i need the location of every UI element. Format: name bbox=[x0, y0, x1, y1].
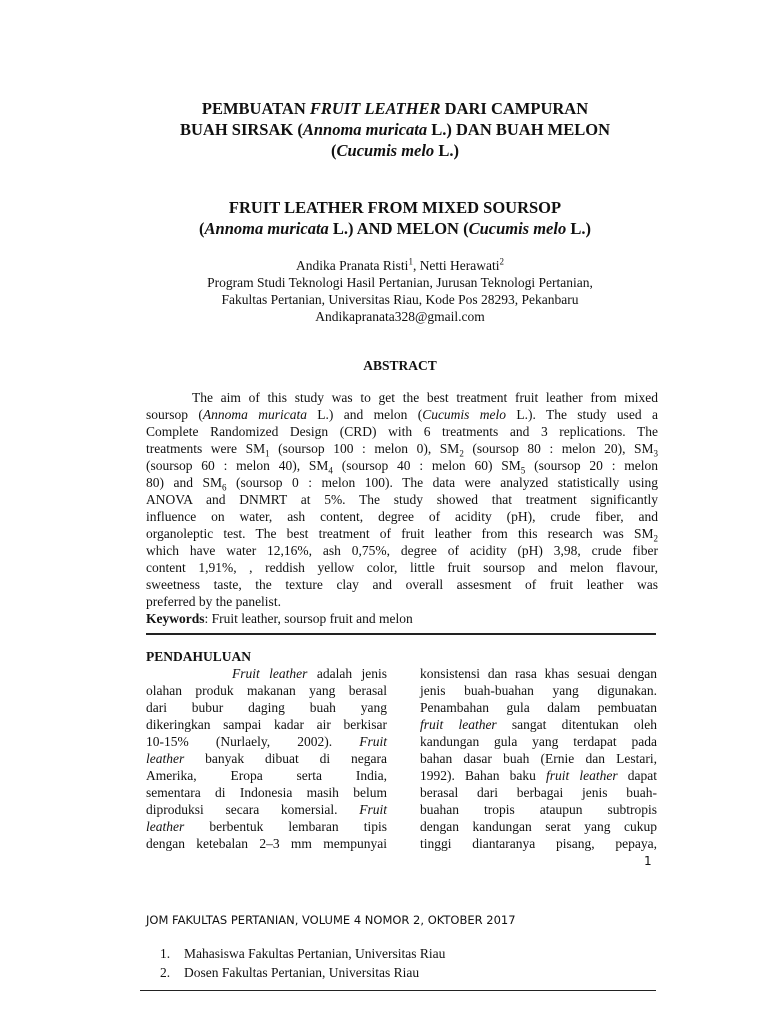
paragraph-line: dengan kandungan serat yang cukup bbox=[420, 819, 657, 834]
paragraph-line: leather berbentuk lembaran tipis bbox=[146, 819, 387, 834]
paragraph-line: dikeringkan sampai kadar air berkisar bbox=[146, 717, 387, 732]
paragraph-line: jenis buah-buahan yang digunakan. bbox=[420, 683, 657, 698]
author-email: Andikapranata328@gmail.com bbox=[315, 309, 485, 324]
abstract-line: treatments were $SM_1$ (soursop 100 : melon 0), $SM_2$ (soursop 80 : melon 20), $SM_3$ bbox=[146, 441, 659, 459]
abstract-line: sweetness taste, the texture clay and overall assesment of fruit leather was bbox=[146, 577, 658, 592]
paragraph-line: berasal dari berbagai jenis buah- bbox=[420, 785, 657, 800]
title-en-line-1: FRUIT LEATHER FROM MIXED SOURSOP bbox=[228, 198, 562, 217]
abstract-line: 80) and $SM_6$ (soursop 0 : melon 100). The data were analyzed statistically using bbox=[146, 475, 658, 493]
abstract-line: organoleptic test. The best treatment of fruit leather from this research was $SM_2$ bbox=[146, 526, 658, 544]
paragraph-line: leather banyak dibuat di negara bbox=[146, 751, 387, 766]
journal-footer: JOM FAKULTAS PERTANIAN, VOLUME 4 NOMOR 2, OKTOBER 2017 bbox=[146, 913, 516, 927]
keywords-label: Keywords bbox=[146, 611, 205, 626]
abstract-heading: ABSTRACT bbox=[363, 358, 437, 373]
paragraph-line: 10-15% (Nurlaely, 2002). Fruit bbox=[146, 734, 387, 749]
footer-divider bbox=[140, 990, 656, 991]
abstract-line: content 1,91%, , reddish yellow color, little fruit soursop and melon flavour, bbox=[146, 560, 658, 575]
footnote-item: 1. Mahasiswa Fakultas Pertanian, Universitas Riau bbox=[160, 946, 446, 961]
paragraph-line: dari bubur daging buah yang bbox=[146, 700, 387, 715]
paragraph-line: 1992). Bahan baku fruit leather dapat bbox=[420, 768, 657, 783]
page-number: 1 bbox=[644, 854, 652, 868]
paragraph-line: dengan ketebalan 2–3 mm mempunyai bbox=[146, 836, 387, 851]
authors: Andika Pranata Risti$^1$, Netti Herawati$^2$ bbox=[295, 256, 505, 273]
abstract-line: (soursop 60 : melon 40), $SM_4$ (soursop 40 : melon 60) $SM_5$ (soursop 20 : melon bbox=[146, 458, 659, 476]
affiliation-line-2: Fakultas Pertanian, Universitas Riau, Kode Pos 28293, Pekanbaru bbox=[221, 292, 579, 307]
abstract-line: soursop (Annoma muricata L.) and melon (Cucumis melo L.). The study used a bbox=[146, 407, 658, 422]
column-left bbox=[146, 665, 387, 852]
paragraph-line: buahan tropis ataupun subtropis bbox=[420, 802, 657, 817]
title-id-line-1: PEMBUATAN FRUIT LEATHER DARI CAMPURAN bbox=[201, 99, 589, 118]
title-id-line-2: BUAH SIRSAK (Annoma muricata L.) DAN BUAH MELON bbox=[180, 120, 610, 139]
paragraph-line: Penambahan gula dalam pembuatan bbox=[420, 700, 657, 715]
paragraph-line: Fruit leather adalah jenis bbox=[232, 666, 387, 681]
abstract-line: influence on water, ash content, degree of acidity (pH), crude fiber, and bbox=[146, 509, 658, 524]
keywords-text: : Fruit leather, soursop fruit and melon bbox=[204, 611, 413, 626]
abstract-line: The aim of this study was to get the best treatment fruit leather from mixed bbox=[192, 390, 658, 405]
paragraph-line: diproduksi secara komersial. Fruit bbox=[146, 802, 387, 817]
footnotes bbox=[160, 944, 445, 982]
paragraph-line: fruit leather sangat ditentukan oleh bbox=[420, 717, 658, 732]
title-en-line-2: (Annoma muricata L.) AND MELON (Cucumis melo L.) bbox=[199, 219, 591, 238]
abstract-line: which have water 12,16%, ash 0,75%, degree of acidity (pH) 3,98, crude fiber bbox=[146, 543, 658, 558]
section-divider bbox=[146, 633, 656, 635]
footnote-item: 2. Dosen Fakultas Pertanian, Universitas Riau bbox=[160, 965, 420, 980]
title-indonesian bbox=[150, 98, 640, 161]
paragraph-line: konsistensi dan rasa khas sesuai dengan bbox=[420, 666, 657, 681]
paragraph-line: Amerika, Eropa serta India, bbox=[146, 768, 387, 783]
abstract-line: preferred by the panelist. bbox=[146, 594, 281, 609]
keywords bbox=[146, 610, 658, 627]
author-block bbox=[150, 257, 650, 325]
column-right bbox=[420, 665, 657, 852]
abstract-line: ANOVA and DNMRT at 5%. The study showed that treatment significantly bbox=[146, 492, 658, 507]
paragraph-line: olahan produk makanan yang berasal bbox=[146, 683, 387, 698]
paragraph-line: tinggi diantaranya pisang, pepaya, bbox=[420, 836, 657, 851]
abstract-line: Complete Randomized Design (CRD) with 6 treatments and 3 replications. The bbox=[146, 424, 658, 439]
paragraph-line: kandungan gula yang terdapat pada bbox=[420, 734, 657, 749]
abstract-body bbox=[146, 389, 658, 627]
paragraph-line: bahan dasar buah (Ernie dan Lestari, bbox=[420, 751, 657, 766]
title-english bbox=[150, 197, 640, 239]
section-heading-pendahuluan: PENDAHULUAN bbox=[146, 649, 252, 664]
paragraph-line: sementara di Indonesia masih belum bbox=[146, 785, 387, 800]
title-id-line-3: (Cucumis melo L.) bbox=[331, 141, 459, 160]
affiliation-line-1: Program Studi Teknologi Hasil Pertanian, Jurusan Teknologi Pertanian, bbox=[207, 275, 593, 290]
